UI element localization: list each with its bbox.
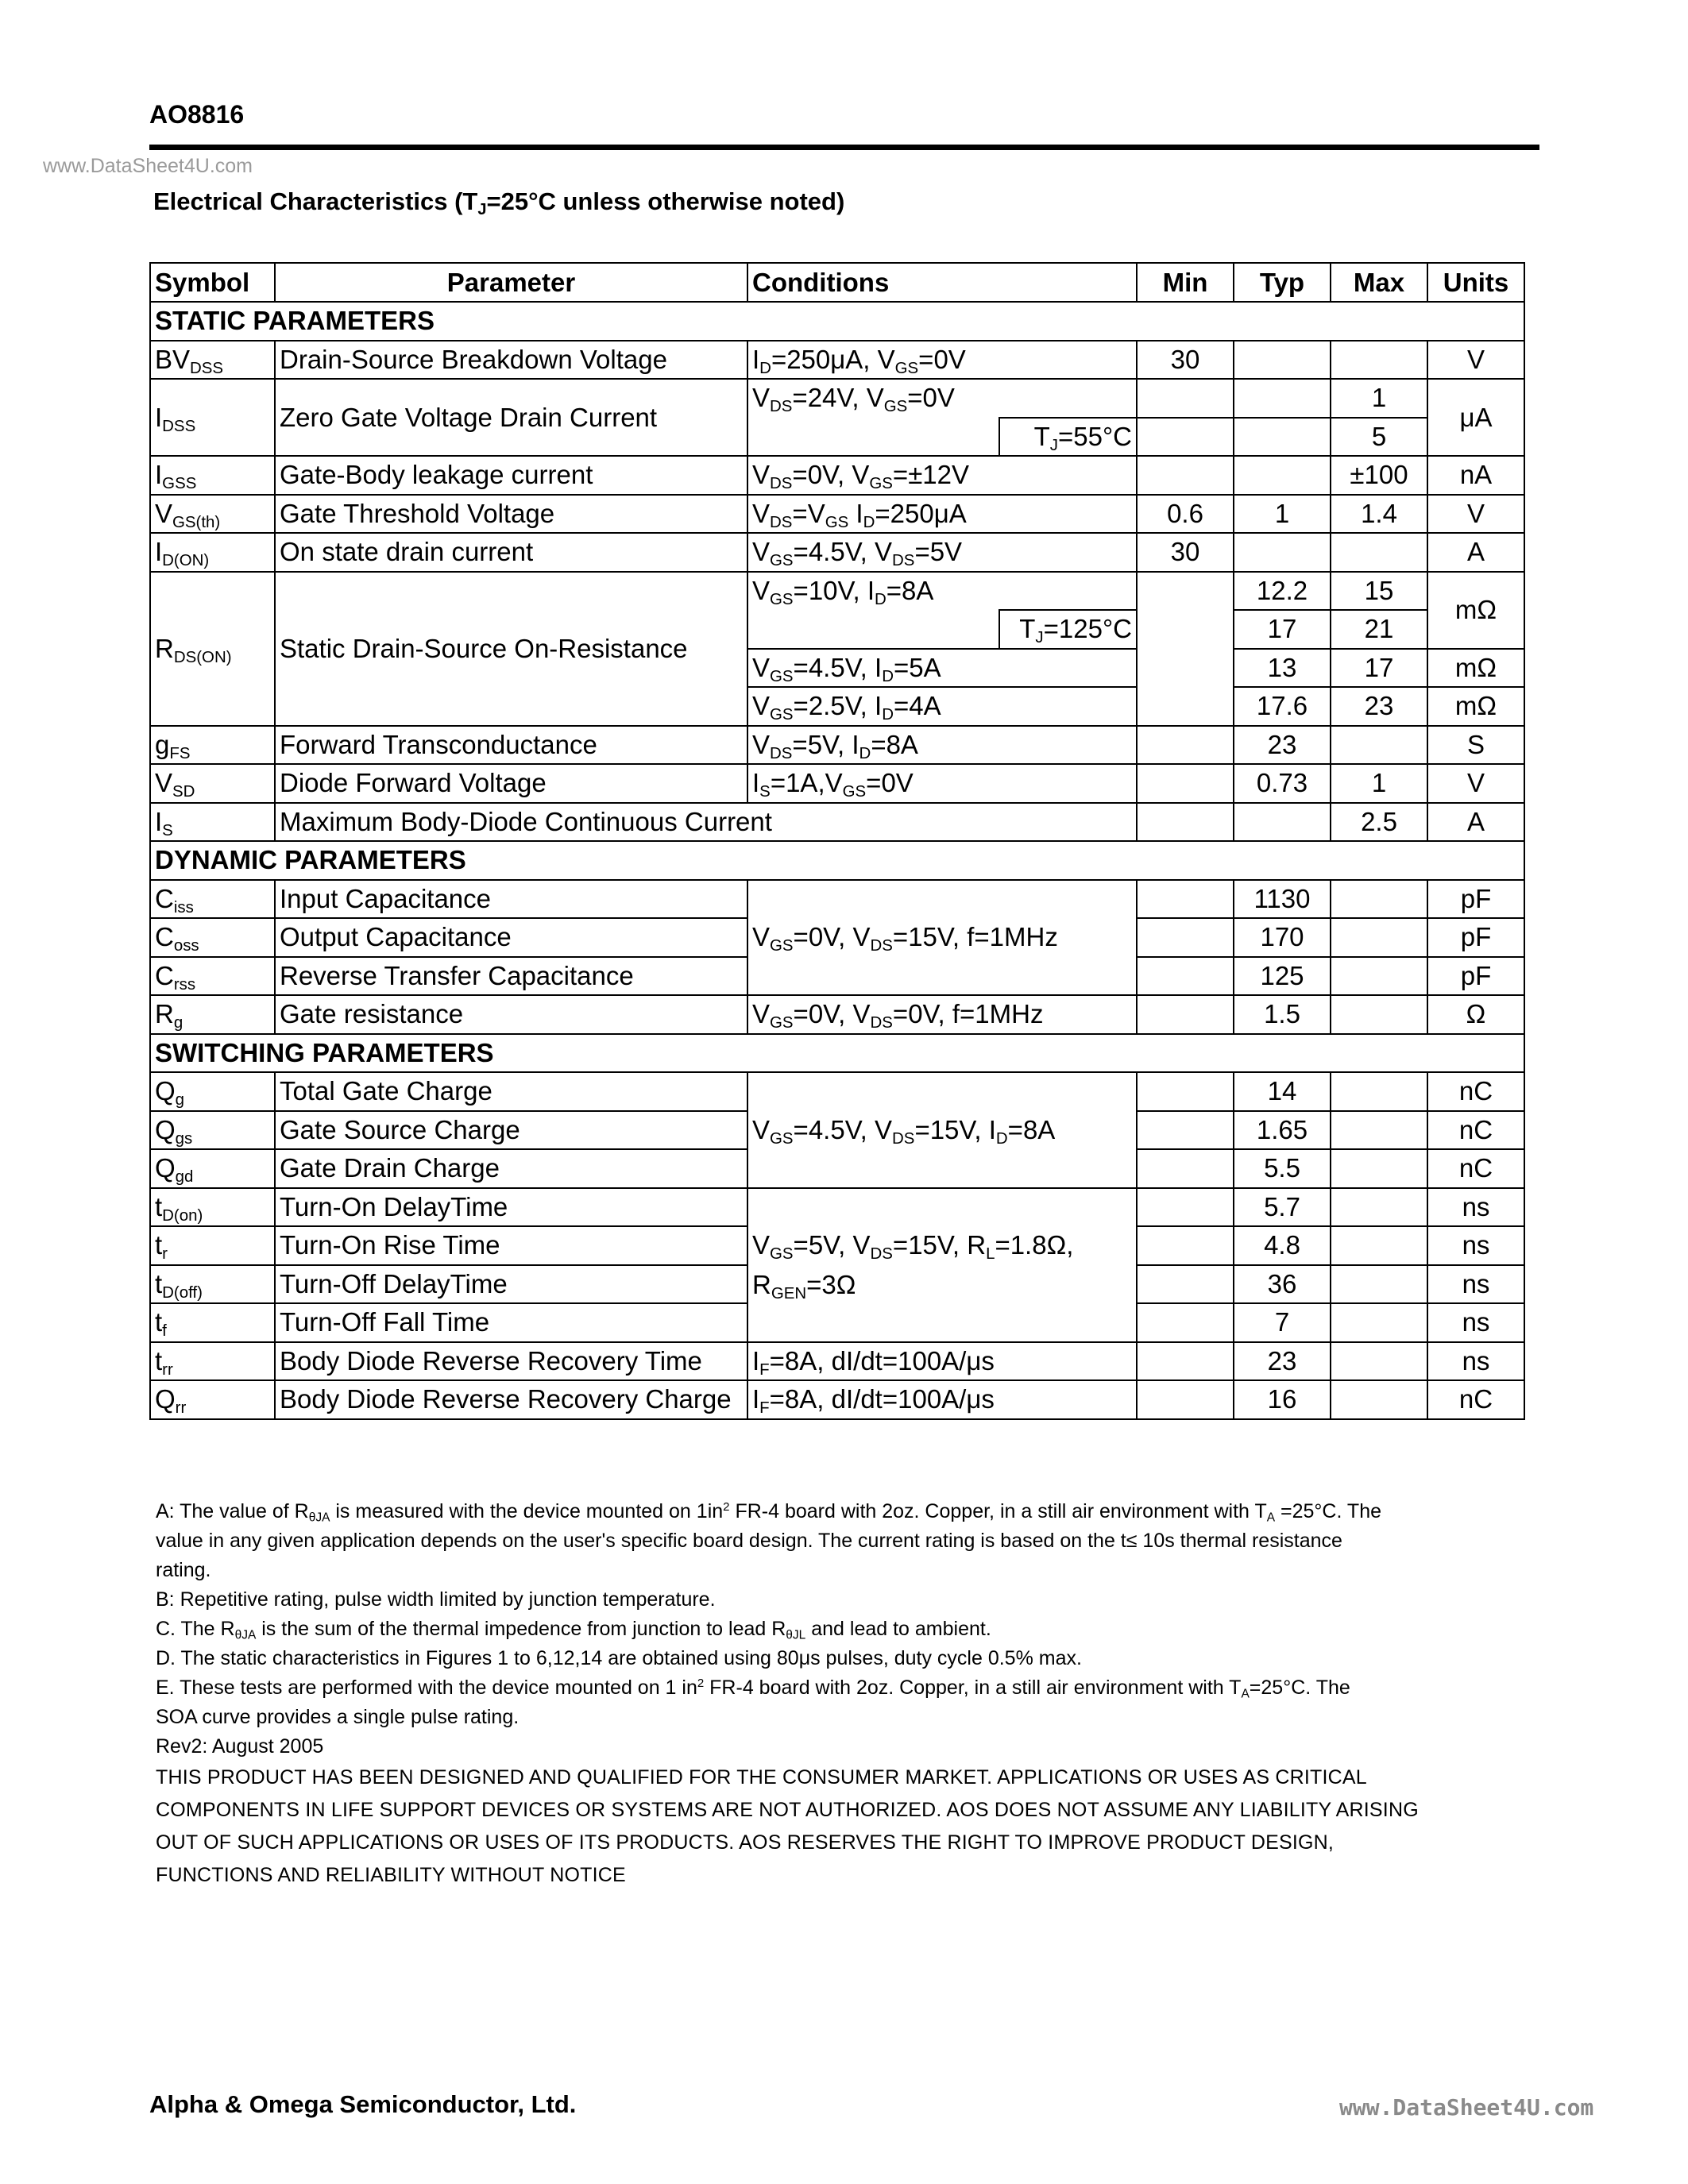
symbol-cell: $BV_{DSS}$ bbox=[150, 341, 275, 380]
parameter-cell: Turn-On DelayTime bbox=[275, 1188, 747, 1227]
note-d: D. The static characteristics in Figures 1 to 6,12,14 are obtained using 80μs pulses, duty cycle 0.5% max. bbox=[156, 1647, 1082, 1669]
part-number: AO8816 bbox=[149, 100, 245, 129]
min-cell bbox=[1137, 456, 1234, 495]
typ-cell: 14 bbox=[1234, 1072, 1331, 1111]
conditions-cell bbox=[747, 610, 999, 649]
max-cell bbox=[1331, 726, 1427, 765]
conditions-tj-cell: $T_J=55^\circ C$ bbox=[999, 418, 1137, 457]
typ-cell: 23 bbox=[1234, 726, 1331, 765]
symbol-cell: $R_g$ bbox=[150, 995, 275, 1034]
max-cell: 15 bbox=[1331, 572, 1427, 611]
parameter-cell: Gate Source Charge bbox=[275, 1111, 747, 1150]
conditions-cell: $V_{GS}=10V$, $I_D=8A$ bbox=[747, 572, 1137, 611]
symbol-cell: $C_{rss}$ bbox=[150, 957, 275, 996]
table-row bbox=[150, 726, 1524, 765]
typ-cell: 5.7 bbox=[1234, 1188, 1331, 1227]
typ-cell bbox=[1234, 533, 1331, 572]
symbol-cell: $V_{GS(th)}$ bbox=[150, 495, 275, 534]
units-cell: V bbox=[1427, 495, 1524, 534]
symbol-cell: $I_{GSS}$ bbox=[150, 456, 275, 495]
table-row bbox=[150, 803, 1524, 842]
table-row bbox=[150, 1342, 1524, 1381]
revision: Rev2: August 2005 bbox=[156, 1735, 324, 1758]
parameter-cell: Gate-Body leakage current bbox=[275, 456, 747, 495]
table-row bbox=[150, 495, 1524, 534]
table-row bbox=[150, 764, 1524, 803]
units-cell: A bbox=[1427, 803, 1524, 842]
table-row bbox=[150, 1072, 1524, 1111]
units-cell: mΩ bbox=[1427, 649, 1524, 688]
conditions-cell: $V_{GS}=4.5V$, $I_D=5A$ bbox=[747, 649, 1137, 688]
parameter-cell: Zero Gate Voltage Drain Current bbox=[275, 379, 747, 456]
max-cell bbox=[1331, 1188, 1427, 1227]
table-row bbox=[150, 572, 1524, 611]
disclaimer-line: OUT OF SUCH APPLICATIONS OR USES OF ITS PRODUCTS. AOS RESERVES THE RIGHT TO IMPROVE PRODUCT DESIGN, bbox=[156, 1831, 1335, 1854]
header-conditions: Conditions bbox=[747, 263, 1137, 302]
min-cell bbox=[1137, 1149, 1234, 1188]
conditions-cell: $V_{GS}=2.5V$, $I_D=4A$ bbox=[747, 687, 1137, 726]
symbol-cell: $t_{rr}$ bbox=[150, 1342, 275, 1381]
section-title: Electrical Characteristics ($T_J=25^\circ C$ unless otherwise noted) bbox=[153, 187, 845, 218]
min-cell bbox=[1137, 1226, 1234, 1265]
table-row bbox=[150, 456, 1524, 495]
disclaimer-line: THIS PRODUCT HAS BEEN DESIGNED AND QUALIFIED FOR THE CONSUMER MARKET. APPLICATIONS OR USES AS CRITICAL bbox=[156, 1766, 1367, 1788]
header-max: Max bbox=[1331, 263, 1427, 302]
conditions-cell: $V_{GS}=4.5V$, $V_{DS}=5V$ bbox=[747, 533, 1137, 572]
watermark-top[interactable]: www.DataSheet4U.com bbox=[43, 155, 253, 177]
min-cell bbox=[1137, 764, 1234, 803]
parameter-cell: Maximum Body-Diode Continuous Current bbox=[275, 803, 1137, 842]
typ-cell: 1130 bbox=[1234, 880, 1331, 919]
parameter-cell: Forward Transconductance bbox=[275, 726, 747, 765]
symbol-cell: $I_S$ bbox=[150, 803, 275, 842]
units-cell: nA bbox=[1427, 456, 1524, 495]
table-row bbox=[150, 995, 1524, 1034]
typ-cell: 170 bbox=[1234, 918, 1331, 957]
max-cell: ±100 bbox=[1331, 456, 1427, 495]
min-cell bbox=[1137, 726, 1234, 765]
section-row bbox=[150, 841, 1524, 880]
conditions-tj-cell: $T_J=125^\circ C$ bbox=[999, 610, 1137, 649]
conditions-cell bbox=[747, 418, 999, 457]
parameter-cell: Turn-Off DelayTime bbox=[275, 1265, 747, 1304]
conditions-cell: $I_S=1A,V_{GS}=0V$ bbox=[747, 764, 1137, 803]
max-cell: 17 bbox=[1331, 649, 1427, 688]
units-cell: V bbox=[1427, 341, 1524, 380]
parameter-cell: Gate Threshold Voltage bbox=[275, 495, 747, 534]
section-row bbox=[150, 1034, 1524, 1073]
units-cell: ns bbox=[1427, 1342, 1524, 1381]
table-row bbox=[150, 880, 1524, 919]
symbol-cell: $g_{FS}$ bbox=[150, 726, 275, 765]
typ-cell bbox=[1234, 379, 1331, 418]
units-cell: pF bbox=[1427, 880, 1524, 919]
parameter-cell: Body Diode Reverse Recovery Charge bbox=[275, 1380, 747, 1419]
parameter-cell: Gate Drain Charge bbox=[275, 1149, 747, 1188]
header-units: Units bbox=[1427, 263, 1524, 302]
parameter-cell: Static Drain-Source On-Resistance bbox=[275, 572, 747, 726]
min-cell bbox=[1137, 418, 1234, 457]
symbol-cell: $Q_{rr}$ bbox=[150, 1380, 275, 1419]
symbol-cell: $R_{DS(ON)}$ bbox=[150, 572, 275, 726]
symbol-cell: $Q_g$ bbox=[150, 1072, 275, 1111]
max-cell bbox=[1331, 995, 1427, 1034]
max-cell: 23 bbox=[1331, 687, 1427, 726]
typ-cell: 36 bbox=[1234, 1265, 1331, 1304]
units-cell: nC bbox=[1427, 1380, 1524, 1419]
parameter-cell: Output Capacitance bbox=[275, 918, 747, 957]
max-cell: 21 bbox=[1331, 610, 1427, 649]
units-cell: nC bbox=[1427, 1072, 1524, 1111]
max-cell bbox=[1331, 1111, 1427, 1150]
min-cell bbox=[1137, 1072, 1234, 1111]
typ-cell: 13 bbox=[1234, 649, 1331, 688]
min-cell bbox=[1137, 918, 1234, 957]
conditions-cell: $V_{DS}=24V$, $V_{GS}=0V$ bbox=[747, 379, 1137, 418]
symbol-cell: $t_f$ bbox=[150, 1303, 275, 1342]
units-cell: mΩ bbox=[1427, 572, 1524, 649]
max-cell bbox=[1331, 1149, 1427, 1188]
units-cell: S bbox=[1427, 726, 1524, 765]
note-e: E. These tests are performed with the device mounted on 1 $in^2$ FR-4 board with 2oz. Copper, in a still air environment with $T_A=25^\circ C$. The bbox=[156, 1677, 1350, 1701]
max-cell bbox=[1331, 918, 1427, 957]
conditions-cell: $V_{GS}=0V$, $V_{DS}=0V$, f=1MHz bbox=[747, 995, 1137, 1034]
max-cell bbox=[1331, 341, 1427, 380]
table-row bbox=[150, 1380, 1524, 1419]
typ-cell bbox=[1234, 418, 1331, 457]
max-cell bbox=[1331, 533, 1427, 572]
max-cell bbox=[1331, 1072, 1427, 1111]
typ-cell bbox=[1234, 456, 1331, 495]
section-dynamic: DYNAMIC PARAMETERS bbox=[150, 841, 1524, 880]
units-cell: V bbox=[1427, 764, 1524, 803]
min-cell bbox=[1137, 1265, 1234, 1304]
typ-cell: 7 bbox=[1234, 1303, 1331, 1342]
watermark-bottom[interactable]: www.DataSheet4U.com bbox=[1339, 2094, 1594, 2120]
footnotes bbox=[156, 1497, 1506, 1892]
typ-cell: 1.65 bbox=[1234, 1111, 1331, 1150]
conditions-cell: $V_{DS}=V_{GS}$ $I_D=250\mu A$ bbox=[747, 495, 1137, 534]
parameter-cell: Reverse Transfer Capacitance bbox=[275, 957, 747, 996]
typ-cell: 0.73 bbox=[1234, 764, 1331, 803]
parameter-cell: Body Diode Reverse Recovery Time bbox=[275, 1342, 747, 1381]
parameter-cell: Turn-On Rise Time bbox=[275, 1226, 747, 1265]
section-row bbox=[150, 302, 1524, 341]
header-symbol: Symbol bbox=[150, 263, 275, 302]
min-cell bbox=[1137, 1303, 1234, 1342]
symbol-cell: $Q_{gd}$ bbox=[150, 1149, 275, 1188]
typ-cell: 1 bbox=[1234, 495, 1331, 534]
min-cell bbox=[1137, 1342, 1234, 1381]
disclaimer-line: FUNCTIONS AND RELIABILITY WITHOUT NOTICE bbox=[156, 1864, 626, 1886]
max-cell: 1 bbox=[1331, 379, 1427, 418]
parameter-cell: Drain-Source Breakdown Voltage bbox=[275, 341, 747, 380]
note-e-line2: SOA curve provides a single pulse rating. bbox=[156, 1706, 520, 1728]
max-cell: 1.4 bbox=[1331, 495, 1427, 534]
units-cell: pF bbox=[1427, 957, 1524, 996]
min-cell: 30 bbox=[1137, 533, 1234, 572]
max-cell: 1 bbox=[1331, 764, 1427, 803]
symbol-cell: $t_{D(off)}$ bbox=[150, 1265, 275, 1304]
typ-cell: 5.5 bbox=[1234, 1149, 1331, 1188]
min-cell bbox=[1137, 1188, 1234, 1227]
min-cell bbox=[1137, 803, 1234, 842]
min-cell bbox=[1137, 572, 1234, 726]
units-cell: ns bbox=[1427, 1303, 1524, 1342]
max-cell bbox=[1331, 1380, 1427, 1419]
typ-cell: 17.6 bbox=[1234, 687, 1331, 726]
conditions-cell: $V_{DS}=0V$, $V_{GS}=\pm 12V$ bbox=[747, 456, 1137, 495]
parameter-cell: On state drain current bbox=[275, 533, 747, 572]
min-cell bbox=[1137, 957, 1234, 996]
units-cell: ns bbox=[1427, 1265, 1524, 1304]
units-cell: ns bbox=[1427, 1188, 1524, 1227]
max-cell bbox=[1331, 1226, 1427, 1265]
company-name: Alpha & Omega Semiconductor, Ltd. bbox=[149, 2090, 577, 2118]
disclaimer-line: COMPONENTS IN LIFE SUPPORT DEVICES OR SYSTEMS ARE NOT AUTHORIZED. AOS DOES NOT ASSUME ANY LIABILITY ARISING bbox=[156, 1799, 1419, 1821]
units-cell: mΩ bbox=[1427, 687, 1524, 726]
parameter-cell: Diode Forward Voltage bbox=[275, 764, 747, 803]
parameter-cell: Turn-Off Fall Time bbox=[275, 1303, 747, 1342]
max-cell bbox=[1331, 957, 1427, 996]
typ-cell: 16 bbox=[1234, 1380, 1331, 1419]
note-b: B: Repetitive rating, pulse width limited by junction temperature. bbox=[156, 1588, 716, 1611]
min-cell bbox=[1137, 379, 1234, 418]
section-static: STATIC PARAMETERS bbox=[150, 302, 1524, 341]
typ-cell: 1.5 bbox=[1234, 995, 1331, 1034]
symbol-cell: $I_{D(ON)}$ bbox=[150, 533, 275, 572]
table-row bbox=[150, 341, 1524, 380]
conditions-cell: $I_D=250\mu A$, $V_{GS}=0V$ bbox=[747, 341, 1137, 380]
max-cell bbox=[1331, 1342, 1427, 1381]
typ-cell bbox=[1234, 341, 1331, 380]
parameter-cell: Gate resistance bbox=[275, 995, 747, 1034]
conditions-cell: $V_{GS}=4.5V$, $V_{DS}=15V$, $I_D=8A$ bbox=[747, 1072, 1137, 1188]
min-cell: 0.6 bbox=[1137, 495, 1234, 534]
units-cell: A bbox=[1427, 533, 1524, 572]
conditions-cell: $I_F=8A$, dI/dt=100A/μs bbox=[747, 1342, 1137, 1381]
symbol-cell: $Q_{gs}$ bbox=[150, 1111, 275, 1150]
note-a-line2: value in any given application depends on the user's specific board design. The current rating is based on the t≤ 10s thermal resistance bbox=[156, 1530, 1342, 1552]
symbol-cell: $V_{SD}$ bbox=[150, 764, 275, 803]
symbol-cell: $t_{D(on)}$ bbox=[150, 1188, 275, 1227]
note-c: C. The $R_{\theta JA}$ is the sum of the thermal impedence from junction to lead $R_{\theta JL}$ and lead to ambient. bbox=[156, 1618, 991, 1642]
symbol-cell: $C_{iss}$ bbox=[150, 880, 275, 919]
table-row bbox=[150, 533, 1524, 572]
min-cell bbox=[1137, 1111, 1234, 1150]
parameter-cell: Input Capacitance bbox=[275, 880, 747, 919]
symbol-cell: $t_r$ bbox=[150, 1226, 275, 1265]
units-cell: nC bbox=[1427, 1111, 1524, 1150]
note-a: A: The value of $R_{\theta JA}$ is measured with the device mounted on $1in^2$ FR-4 board with 2oz. Copper, in a still air environment with $T_A =25^\circ C$. The bbox=[156, 1500, 1382, 1525]
conditions-cell: $V_{GS}=5V$, $V_{DS}=15V$, $R_L=1.8\Omega$, $R_{GEN}=3\Omega$ bbox=[747, 1188, 1137, 1342]
min-cell bbox=[1137, 1380, 1234, 1419]
conditions-cell: $V_{DS}=5V$, $I_D=8A$ bbox=[747, 726, 1137, 765]
max-cell bbox=[1331, 1303, 1427, 1342]
typ-cell: 17 bbox=[1234, 610, 1331, 649]
header-typ: Typ bbox=[1234, 263, 1331, 302]
typ-cell: 12.2 bbox=[1234, 572, 1331, 611]
units-cell: ns bbox=[1427, 1226, 1524, 1265]
min-cell bbox=[1137, 880, 1234, 919]
header-parameter: Parameter bbox=[275, 263, 747, 302]
electrical-characteristics-table bbox=[149, 262, 1525, 1420]
header-min: Min bbox=[1137, 263, 1234, 302]
max-cell bbox=[1331, 1265, 1427, 1304]
max-cell: 2.5 bbox=[1331, 803, 1427, 842]
table-row bbox=[150, 379, 1524, 418]
min-cell: 30 bbox=[1137, 341, 1234, 380]
typ-cell: 125 bbox=[1234, 957, 1331, 996]
conditions-cell: $I_F=8A$, dI/dt=100A/μs bbox=[747, 1380, 1137, 1419]
typ-cell: 4.8 bbox=[1234, 1226, 1331, 1265]
header-rule bbox=[149, 145, 1539, 150]
units-cell: nC bbox=[1427, 1149, 1524, 1188]
max-cell: 5 bbox=[1331, 418, 1427, 457]
min-cell bbox=[1137, 995, 1234, 1034]
units-cell: pF bbox=[1427, 918, 1524, 957]
symbol-cell: $I_{DSS}$ bbox=[150, 379, 275, 456]
table-row bbox=[150, 1188, 1524, 1227]
units-cell: μA bbox=[1427, 379, 1524, 456]
table-header-row bbox=[150, 263, 1524, 302]
section-switching: SWITCHING PARAMETERS bbox=[150, 1034, 1524, 1073]
note-a-line3: rating. bbox=[156, 1559, 211, 1581]
parameter-cell: Total Gate Charge bbox=[275, 1072, 747, 1111]
typ-cell bbox=[1234, 803, 1331, 842]
symbol-cell: $C_{oss}$ bbox=[150, 918, 275, 957]
typ-cell: 23 bbox=[1234, 1342, 1331, 1381]
max-cell bbox=[1331, 880, 1427, 919]
units-cell: Ω bbox=[1427, 995, 1524, 1034]
conditions-cell: $V_{GS}=0V$, $V_{DS}=15V$, f=1MHz bbox=[747, 880, 1137, 996]
